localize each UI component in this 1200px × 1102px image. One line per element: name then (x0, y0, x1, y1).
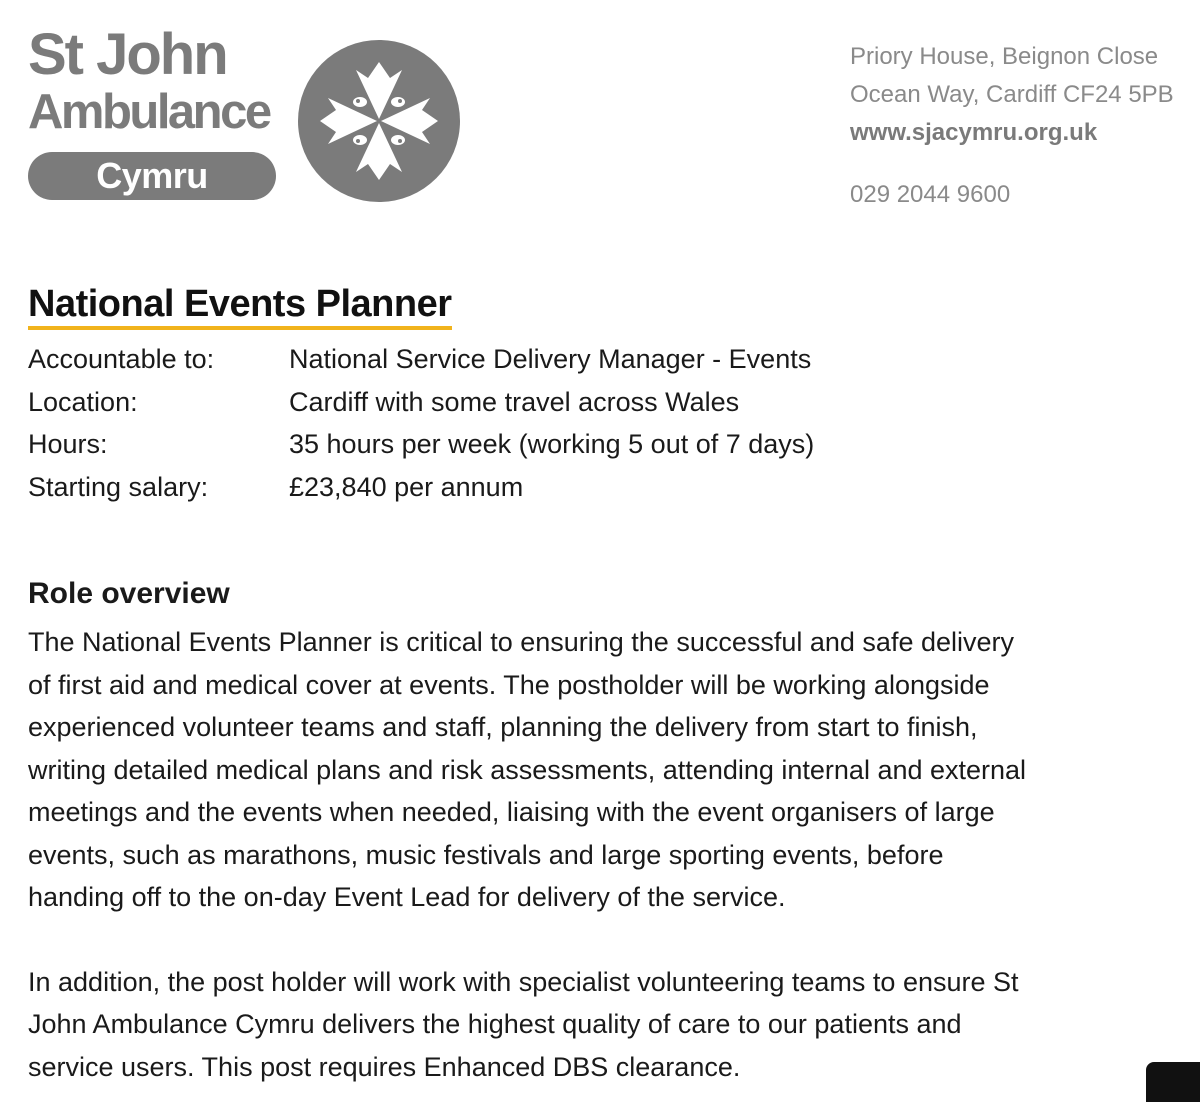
overview-line: events, such as marathons, music festivals and large sporting events, before (28, 839, 944, 870)
role-overview-text (28, 621, 1158, 1088)
job-title: National Events Planner (28, 282, 452, 330)
detail-label: Starting salary: (28, 471, 209, 502)
detail-value: Cardiff with some travel across Wales (289, 386, 740, 417)
paragraph-spacer (28, 919, 1158, 961)
logo-badge-cymru: Cymru (28, 152, 276, 200)
detail-value: National Service Delivery Manager - Events (289, 344, 812, 374)
detail-value: 35 hours per week (working 5 out of 7 days) (289, 429, 815, 459)
logo-line-st-john: St John (28, 22, 227, 87)
website-link[interactable]: www.sjacymru.org.uk (850, 119, 1098, 146)
overview-line: John Ambulance Cymru delivers the highest quality of care to our patients and (28, 1009, 962, 1039)
maltese-cross-icon (298, 40, 460, 202)
overview-line: experienced volunteer teams and staff, planning the delivery from start to finish, (28, 712, 978, 742)
detail-row-hours (28, 423, 814, 466)
overview-line: handing off to the on-day Event Lead for delivery of the service. (28, 882, 786, 912)
corner-overlay (1146, 1062, 1200, 1102)
overview-line: The National Events Planner is critical to ensuring the successful and safe delivery (28, 627, 1015, 657)
detail-label: Location: (28, 386, 138, 417)
organisation-logo (28, 22, 468, 200)
logo-line-ambulance: Ambulance (28, 85, 270, 139)
address-line-2: Ocean Way, Cardiff CF24 5PB (850, 81, 1174, 108)
overview-line: writing detailed medical plans and risk assessments, attending internal and external (28, 754, 1027, 785)
contact-address-block (850, 38, 1174, 214)
role-overview-heading: Role overview (28, 577, 230, 610)
detail-label: Hours: (28, 429, 108, 459)
detail-row-location (28, 381, 814, 424)
detail-row-salary (28, 466, 814, 509)
address-line-1: Priory House, Beignon Close (850, 43, 1159, 70)
overview-line: meetings and the events when needed, liaising with the event organisers of large (28, 797, 995, 827)
detail-label: Accountable to: (28, 344, 215, 374)
phone-number: 029 2044 9600 (850, 181, 1011, 208)
detail-value: £23,840 per annum (289, 471, 524, 502)
overview-line: service users. This post requires Enhanced DBS clearance. (28, 1051, 741, 1082)
job-details (28, 338, 814, 508)
overview-line: In addition, the post holder will work with specialist volunteering teams to ensure St (28, 966, 1019, 997)
detail-row-accountable (28, 338, 814, 381)
overview-line: of first aid and medical cover at events. The postholder will be working alongside (28, 669, 990, 700)
